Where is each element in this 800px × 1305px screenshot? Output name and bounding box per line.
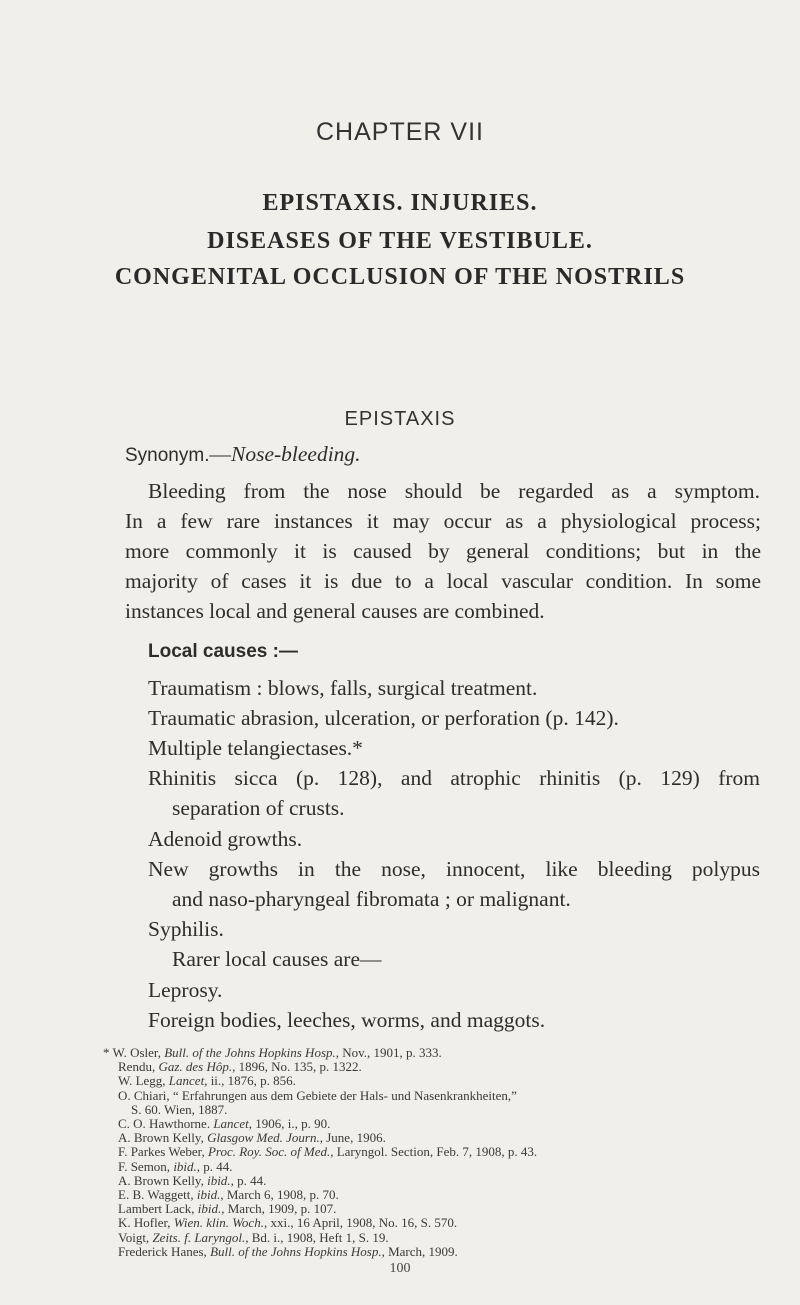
cause-line-5: separation of crusts.	[172, 796, 345, 820]
footnote-15: Frederick Hanes, Bull. of the Johns Hopkins Hosp., March, 1909.	[118, 1243, 458, 1259]
cause-line-7: New growths in the nose, innocent, like bleeding polypus	[148, 857, 760, 881]
footnote-7: A. Brown Kelly, Glasgow Med. Journ., June, 1906.	[118, 1130, 386, 1146]
footnote-2: Rendu, Gaz. des Hôp., 1896, No. 135, p. 1322.	[118, 1059, 362, 1075]
footnote-12: Lambert Lack, ibid., March, 1909, p. 107.	[118, 1201, 337, 1217]
cause-line-12: Foreign bodies, leeches, worms, and maggots.	[148, 1008, 546, 1032]
footnote-6: C. O. Hawthorne. Lancet, 1906, i., p. 90.	[118, 1116, 331, 1131]
chapter-heading: CHAPTER VII	[316, 118, 484, 146]
title-line-3: CONGENITAL OCCLUSION OF THE NOSTRILS	[114, 264, 686, 290]
cause-line-11: Leprosy.	[148, 978, 223, 1002]
cause-line-2: Traumatic abrasion, ulceration, or perforation (p. 142).	[148, 706, 619, 730]
cause-line-8: and naso-pharyngeal fibromata ; or malignant.	[172, 887, 571, 911]
intro-line-3: more commonly it is caused by general conditions; but in the	[125, 539, 761, 563]
footnote-9: F. Semon, ibid., p. 44.	[118, 1158, 233, 1174]
page-number: 100	[389, 1261, 411, 1276]
cause-line-1: Traumatism : blows, falls, surgical treatment.	[148, 676, 538, 700]
section-heading: EPISTAXIS	[344, 408, 456, 430]
footnote-13: K. Hofler, Wien. klin. Woch., xxi., 16 April, 1908, No. 16, S. 570.	[118, 1215, 458, 1231]
title-line-2: DISEASES OF THE VESTIBULE.	[207, 228, 593, 254]
synonym-label: Synonym.	[125, 445, 210, 466]
cause-line-4: Rhinitis sicca (p. 128), and atrophic rhinitis (p. 129) from	[148, 766, 760, 790]
intro-line-2: In a few rare instances it may occur as a physiological process;	[125, 509, 761, 533]
cause-line-3: Multiple telangiectases.*	[148, 736, 363, 760]
footnote-8: F. Parkes Weber, Proc. Roy. Soc. of Med., Laryngol. Section, Feb. 7, 1908, p. 43.	[118, 1144, 538, 1160]
cause-line-6: Adenoid growths.	[148, 827, 303, 851]
footnote-5: S. 60. Wien, 1887.	[131, 1101, 228, 1117]
intro-line-4: majority of cases it is due to a local vascular condition. In some	[125, 569, 761, 593]
footnote-11: E. B. Waggett, ibid., March 6, 1908, p. 70.	[118, 1187, 339, 1202]
intro-line-5: instances local and general causes are combined.	[125, 599, 545, 623]
cause-line-10: Rarer local causes are—	[172, 947, 382, 971]
footnote-10: A. Brown Kelly, ibid., p. 44.	[118, 1172, 267, 1188]
local-causes-label: Local causes :—	[148, 641, 298, 662]
title-line-1: EPISTAXIS. INJURIES.	[262, 190, 538, 216]
footnote-4: O. Chiari, “ Erfahrungen aus dem Gebiete der Hals- und Nasenkrankheiten,”	[118, 1087, 517, 1103]
footnote-14: Voigt, Zeits. f. Laryngol., Bd. i., 1908, Heft 1, S. 19.	[118, 1229, 389, 1245]
footnote-1: * W. Osler, Bull. of the Johns Hopkins Hosp., Nov., 1901, p. 333.	[103, 1045, 442, 1060]
synonym-dash: —	[209, 442, 231, 466]
synonym-line	[125, 444, 361, 466]
synonym-term: Nose-bleeding.	[230, 442, 361, 466]
footnote-3: W. Legg, Lancet, ii., 1876, p. 856.	[118, 1073, 296, 1089]
cause-line-9: Syphilis.	[148, 917, 224, 941]
intro-line-1: Bleeding from the nose should be regarded as a symptom.	[148, 479, 760, 503]
